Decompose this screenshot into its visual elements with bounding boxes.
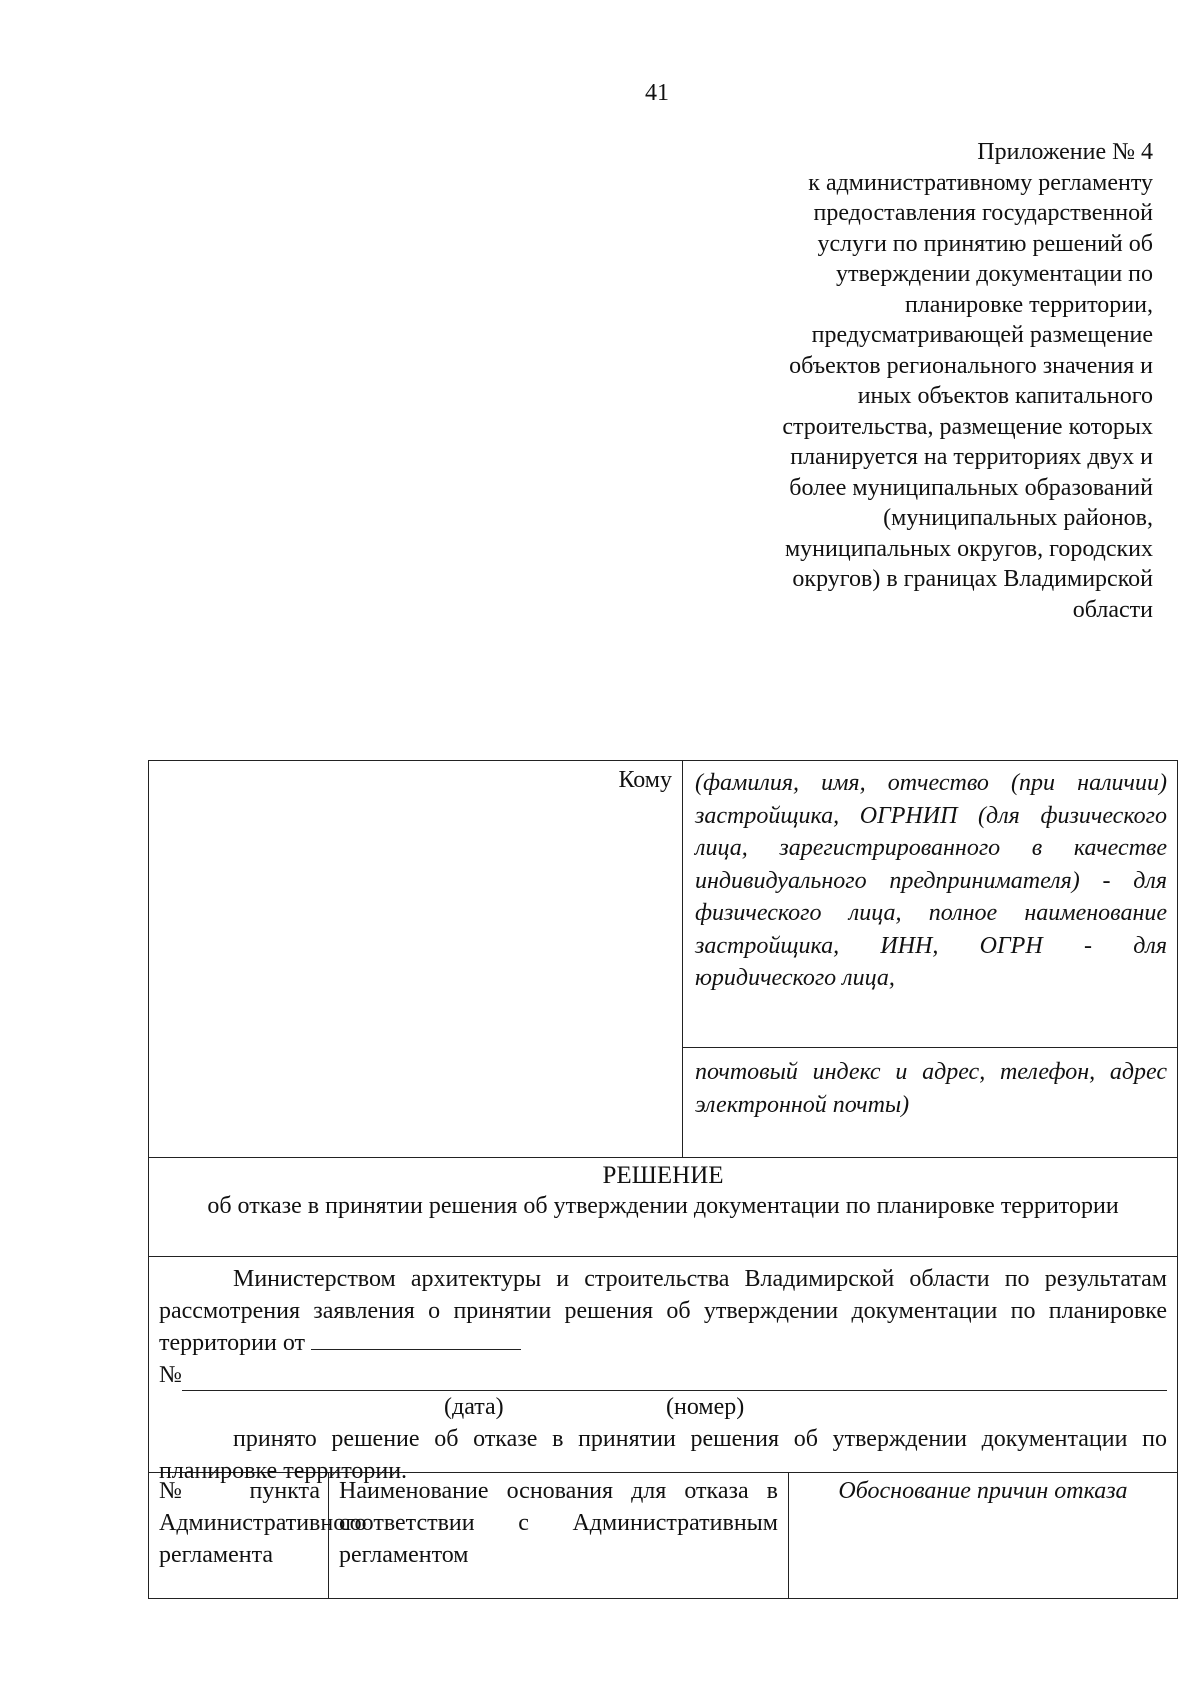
- caption-date: (дата): [444, 1394, 504, 1420]
- appendix-header: [683, 137, 1153, 625]
- appendix-line: (муниципальных районов,: [883, 505, 1153, 531]
- appendix-line: области: [1072, 596, 1153, 623]
- decision-subtitle: об отказе в принятии решения об утверждении документации по планировке территории: [207, 1193, 1119, 1219]
- appendix-line: услуги по принятию решений об: [817, 230, 1153, 257]
- appendix-line: утверждении документации по: [835, 261, 1153, 287]
- appendix-line: муниципальных округов, городских: [784, 535, 1153, 562]
- appendix-line: предоставления государственной: [813, 200, 1153, 226]
- number-line: [159, 1359, 1167, 1391]
- appendix-line: предусматривающей размещение: [811, 322, 1153, 348]
- to-label: Кому: [149, 761, 683, 1157]
- decision-form: [148, 760, 1178, 1599]
- appendix-line: более муниципальных образований: [789, 474, 1153, 501]
- appendix-line: планируется на территориях двух и: [790, 444, 1153, 470]
- number-sign: №: [159, 1362, 182, 1388]
- number-blank: [182, 1368, 1167, 1391]
- form-table: [148, 760, 1178, 1599]
- header-reason-justification: Обоснование причин отказа: [838, 1478, 1128, 1504]
- appendix-line: объектов регионального значения и: [789, 352, 1153, 379]
- caption-number: (номер): [666, 1394, 745, 1420]
- decision-title: РЕШЕНИЕ: [602, 1162, 724, 1189]
- appendix-line: округов) в границах Владимирской: [792, 566, 1153, 592]
- blank-captions: [159, 1391, 1167, 1423]
- appendix-line: иных объектов капитального: [857, 383, 1153, 409]
- appendix-line: Приложение № 4: [977, 139, 1153, 165]
- recipient-hint: (фамилия, имя, отчество (при наличии) застройщика, ОГРНИП (для физического лица, зарегистрированного в качестве индивидуального предпринимателя) - для физического лица, полное наименование застройщика, ИНН, ОГРН - для юридического лица,: [683, 761, 1177, 1048]
- header-reason-name: Наименование основания для отказа в соответствии с Административным регламентом: [329, 1473, 789, 1598]
- appendix-line: к административному регламенту: [808, 169, 1153, 196]
- body-intro: Министерством архитектуры и строительства Владимирской области по результатам рассмотрения заявления о принятии решения об утверждении документации по планировке территории от: [159, 1266, 1167, 1356]
- appendix-line: планировке территории,: [904, 291, 1153, 318]
- appendix-line: строительства, размещение которых: [782, 413, 1153, 440]
- address-hint: почтовый индекс и адрес, телефон, адрес электронной почты): [695, 1059, 1167, 1118]
- decision-body: [149, 1257, 1177, 1484]
- page-number: 41: [645, 80, 669, 106]
- reasons-table-header: [149, 1472, 1177, 1598]
- header-clause-number: № пункта Административного регламента: [149, 1473, 329, 1598]
- body-result: принято решение об отказе в принятии решения об утверждении документации по планировке территории.: [159, 1426, 1167, 1484]
- decision-heading: [149, 1157, 1177, 1257]
- date-blank: [311, 1327, 521, 1350]
